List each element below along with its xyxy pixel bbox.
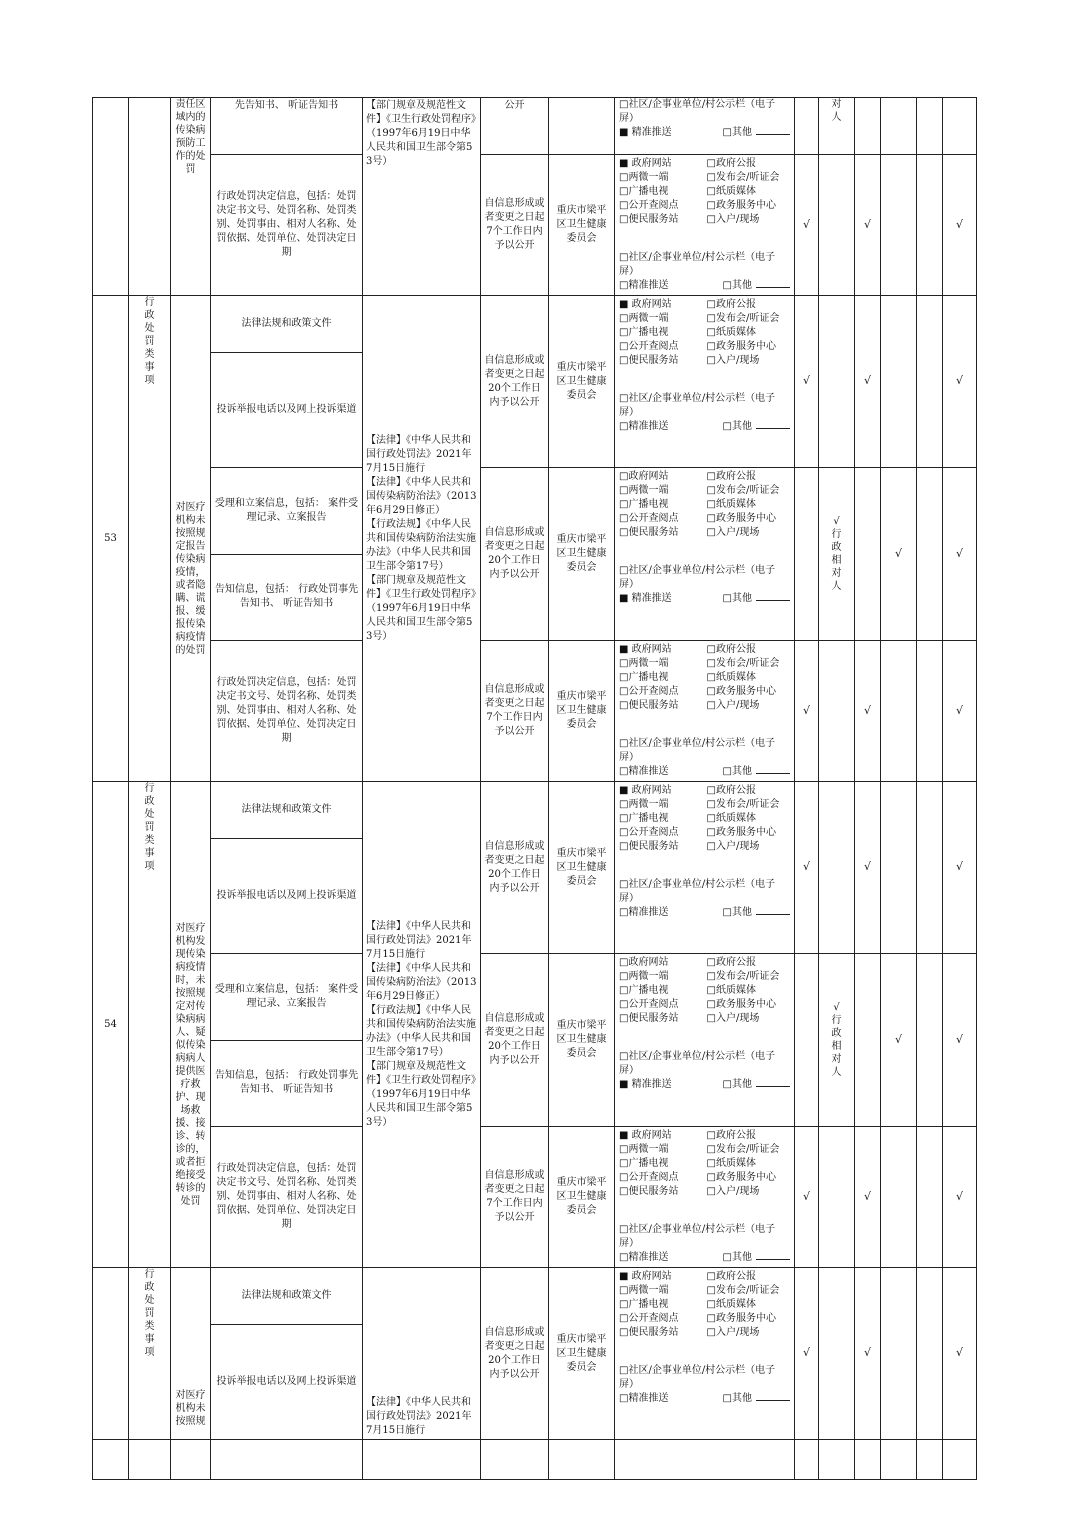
check-mark: √ xyxy=(802,860,810,873)
check-mark: √ xyxy=(955,1346,963,1359)
channel-options xyxy=(615,155,795,296)
option-two-one[interactable]: □两微一端 xyxy=(619,971,669,982)
table-row xyxy=(93,1127,977,1268)
check-mark: √ xyxy=(955,1189,963,1203)
option-presser[interactable]: □发布会/听证会 xyxy=(706,971,780,982)
option-query[interactable]: □公开查阅点 xyxy=(619,1313,679,1324)
option-query[interactable]: □公开查阅点 xyxy=(619,513,679,524)
scope-party xyxy=(819,296,855,468)
option-tv[interactable]: □广播电视 xyxy=(619,813,669,824)
option-presser[interactable]: □发布会/听证会 xyxy=(706,1285,780,1296)
channel-options xyxy=(615,296,795,468)
option-precise[interactable]: ■ 精准推送 xyxy=(619,1079,672,1090)
scope-all xyxy=(795,641,819,782)
option-paper[interactable]: □纸质媒体 xyxy=(706,499,756,510)
option-other[interactable]: □其他 xyxy=(722,421,752,432)
option-gov-site[interactable]: ■ 政府网站 xyxy=(619,1271,672,1282)
option-gov-site[interactable]: ■ 政府网站 xyxy=(619,299,672,310)
content-laws: 法律法规和政策文件 xyxy=(211,782,363,839)
row-number: 54 xyxy=(93,782,129,1268)
option-gov-site[interactable]: ■ 政府网站 xyxy=(619,158,672,169)
option-conv[interactable]: □便民服务站 xyxy=(619,1013,679,1024)
item-name: 对医疗机构发现传染病疫情时，未按照规定对传染病病人、疑似传染病病人提供医疗救护、现场救援、接诊、转诊的，或者拒绝接受转诊的处罚 xyxy=(171,782,211,1268)
channel-options xyxy=(615,98,795,155)
option-tv[interactable]: □广播电视 xyxy=(619,499,669,510)
check-mark: √ xyxy=(894,546,902,560)
option-precise[interactable]: ■ 精准推送 xyxy=(619,127,672,138)
gov-active xyxy=(855,296,881,468)
level-town xyxy=(943,155,977,296)
table-row xyxy=(93,155,977,296)
option-door[interactable]: □入户/现场 xyxy=(706,700,760,711)
option-community[interactable]: □社区/企事业单位/村公示栏（电子屏） xyxy=(619,393,776,418)
option-precise[interactable]: □精准推送 xyxy=(619,907,669,918)
content-decision: 行政处罚决定信息，包括：处罚决定书文号、处罚名称、处罚类别、处罚事由、相对人名称、处罚依据、处罚单位、处罚决定日期 xyxy=(211,155,363,296)
check-mark: √ xyxy=(802,217,810,231)
option-gov-site[interactable]: □政府网站 xyxy=(619,471,669,482)
option-presser[interactable]: □发布会/听证会 xyxy=(706,1144,780,1155)
option-paper[interactable]: □纸质媒体 xyxy=(706,1158,756,1169)
level-county xyxy=(917,296,943,468)
row-number xyxy=(93,1268,129,1440)
scope-party xyxy=(819,1268,855,1440)
option-other[interactable]: □其他 xyxy=(722,1393,752,1404)
content-laws: 法律法规和政策文件 xyxy=(211,1268,363,1325)
option-conv[interactable]: □便民服务站 xyxy=(619,214,679,225)
scope-party: 对 人 xyxy=(819,98,855,155)
item-name: 责任区域内的传染病预防工作的处罚 xyxy=(171,98,211,296)
level-county xyxy=(917,1268,943,1440)
level-town xyxy=(943,1268,977,1440)
option-gazette[interactable]: □政府公报 xyxy=(706,957,756,968)
option-query[interactable]: □公开查阅点 xyxy=(619,1172,679,1183)
table-row xyxy=(93,468,977,555)
content-notice: 先告知书、 听证告知书 xyxy=(211,98,363,155)
option-presser[interactable]: □发布会/听证会 xyxy=(706,485,780,496)
agency: 重庆市梁平区卫生健康委员会 xyxy=(549,641,615,782)
gov-active xyxy=(855,98,881,155)
check-mark: √ xyxy=(955,703,963,717)
check-mark: √ xyxy=(955,860,963,873)
scope-all xyxy=(795,1268,819,1440)
option-community[interactable]: □社区/企事业单位/村公示栏（电子屏） xyxy=(619,1224,776,1249)
option-query[interactable]: □公开查阅点 xyxy=(619,341,679,352)
gov-active xyxy=(855,155,881,296)
channel-options xyxy=(615,782,795,954)
basis-text: 【法律】《中华人民共和国行政处罚法》2021年7月15日施行 xyxy=(363,1268,481,1440)
gov-active xyxy=(855,954,881,1127)
check-mark: √ xyxy=(894,1032,902,1046)
option-other[interactable]: □其他 xyxy=(722,1252,752,1263)
level-town xyxy=(943,1127,977,1268)
content-complaint: 投诉举报电话以及网上投诉渠道 xyxy=(211,839,363,954)
table-row xyxy=(93,641,977,782)
option-service[interactable]: □政务服务中心 xyxy=(706,1313,776,1324)
check-mark: √ xyxy=(863,1346,871,1359)
option-two-one[interactable]: □两微一端 xyxy=(619,1285,669,1296)
content-complaint: 投诉举报电话以及网上投诉渠道 xyxy=(211,1325,363,1440)
category-cell: 行政处罚类事项 xyxy=(129,1268,171,1440)
option-paper[interactable]: □纸质媒体 xyxy=(706,186,756,197)
gov-request xyxy=(881,954,917,1127)
option-tv[interactable]: □广播电视 xyxy=(619,186,669,197)
level-town xyxy=(943,468,977,641)
content-complaint: 投诉举报电话以及网上投诉渠道 xyxy=(211,353,363,468)
time-limit: 自信息形成或者变更之日起20个工作日内予以公开 xyxy=(481,296,549,468)
option-community[interactable]: □社区/企事业单位/村公示栏（电子屏） xyxy=(619,99,776,124)
agency: 重庆市梁平区卫生健康委员会 xyxy=(549,155,615,296)
level-county xyxy=(917,98,943,155)
option-community[interactable]: □社区/企事业单位/村公示栏（电子屏） xyxy=(619,1365,776,1390)
option-tv[interactable]: □广播电视 xyxy=(619,985,669,996)
gov-active xyxy=(855,782,881,954)
option-conv[interactable]: □便民服务站 xyxy=(619,1186,679,1197)
level-county xyxy=(917,641,943,782)
option-presser[interactable]: □发布会/听证会 xyxy=(706,172,780,183)
scope-party xyxy=(819,782,855,954)
gov-active xyxy=(855,1127,881,1268)
level-town xyxy=(943,641,977,782)
option-presser[interactable]: □发布会/听证会 xyxy=(706,658,780,669)
level-town xyxy=(943,98,977,155)
disclosure-table-sheet xyxy=(92,97,976,1436)
option-gazette[interactable]: □政府公报 xyxy=(706,785,756,796)
option-conv[interactable]: □便民服务站 xyxy=(619,1327,679,1338)
scope-party xyxy=(819,468,855,641)
party-check: √ xyxy=(833,1002,840,1013)
time-limit: 公开 xyxy=(481,98,549,155)
option-door[interactable]: □入户/现场 xyxy=(706,1186,760,1197)
scope-all xyxy=(795,1127,819,1268)
option-query[interactable]: □公开查阅点 xyxy=(619,827,679,838)
option-gazette[interactable]: □政府公报 xyxy=(706,644,756,655)
check-mark: √ xyxy=(955,217,963,231)
gov-request xyxy=(881,296,917,468)
channel-options xyxy=(615,954,795,1127)
level-county xyxy=(917,782,943,954)
gov-request xyxy=(881,782,917,954)
scope-all xyxy=(795,954,819,1127)
level-town xyxy=(943,954,977,1127)
table-row xyxy=(93,1440,977,1480)
option-tv[interactable]: □广播电视 xyxy=(619,672,669,683)
level-county xyxy=(917,1127,943,1268)
gov-active xyxy=(855,468,881,641)
row-number xyxy=(93,98,129,296)
content-filing: 受理和立案信息，包括： 案件受理记录、立案报告 xyxy=(211,954,363,1041)
gov-active xyxy=(855,1268,881,1440)
time-limit: 自信息形成或者变更之日起20个工作日内予以公开 xyxy=(481,954,549,1127)
scope-all xyxy=(795,782,819,954)
level-town xyxy=(943,782,977,954)
option-paper[interactable]: □纸质媒体 xyxy=(706,672,756,683)
option-other[interactable]: □其他 xyxy=(722,907,752,918)
option-precise[interactable]: □精准推送 xyxy=(619,280,669,291)
option-two-one[interactable]: □两微一端 xyxy=(619,172,669,183)
check-mark: √ xyxy=(802,1189,810,1203)
agency: 重庆市梁平区卫生健康委员会 xyxy=(549,468,615,641)
basis-text: 【法律】《中华人民共和国行政处罚法》2021年7月15日施行 【法律】《中华人民共和国传染病防治法》（2013年6月29日修正） 【行政法规】《中华人民共和国传染病防治法实施办法》（中华人民共和国卫生部令第17号） 【部门规章及规范性文件】《卫生行政处罚程序》（1997年6月19日中华人民共和国卫生部令第53号） xyxy=(363,296,481,782)
option-gazette[interactable]: □政府公报 xyxy=(706,299,756,310)
gov-request xyxy=(881,1127,917,1268)
check-mark: √ xyxy=(863,374,871,387)
option-presser[interactable]: □发布会/听证会 xyxy=(706,799,780,810)
scope-all xyxy=(795,468,819,641)
option-community[interactable]: □社区/企事业单位/村公示栏（电子屏） xyxy=(619,565,776,590)
check-mark: √ xyxy=(863,217,871,231)
category-cell: 行政处罚类事项 xyxy=(129,782,171,1268)
option-other[interactable]: □其他 xyxy=(722,127,752,138)
time-limit: 自信息形成或者变更之日起7个工作日内予以公开 xyxy=(481,155,549,296)
basis-text: 【部门规章及规范性文件】《卫生行政处罚程序》（1997年6月19日中华人民共和国卫生部令第53号） xyxy=(363,98,481,296)
option-gov-site[interactable]: ■ 政府网站 xyxy=(619,785,672,796)
agency: 重庆市梁平区卫生健康委员会 xyxy=(549,1268,615,1440)
option-other[interactable]: □其他 xyxy=(722,766,752,777)
option-door[interactable]: □入户/现场 xyxy=(706,355,760,366)
gov-active xyxy=(855,641,881,782)
agency xyxy=(549,98,615,155)
option-door[interactable]: □入户/现场 xyxy=(706,1327,760,1338)
option-service[interactable]: □政务服务中心 xyxy=(706,827,776,838)
option-door[interactable]: □入户/现场 xyxy=(706,214,760,225)
row-number: 53 xyxy=(93,296,129,782)
option-precise[interactable]: □精准推送 xyxy=(619,1393,669,1404)
option-other[interactable]: □其他 xyxy=(722,1079,752,1090)
scope-all xyxy=(795,296,819,468)
option-gov-site[interactable]: ■ 政府网站 xyxy=(619,1130,672,1141)
basis-text: 【法律】《中华人民共和国行政处罚法》2021年7月15日施行 【法律】《中华人民共和国传染病防治法》（2013年6月29日修正） 【行政法规】《中华人民共和国传染病防治法实施办法》（中华人民共和国卫生部令第17号） 【部门规章及规范性文件】《卫生行政处罚程序》（1997年6月19日中华人民共和国卫生部令第53号） xyxy=(363,782,481,1268)
channel-options xyxy=(615,1268,795,1440)
option-conv[interactable]: □便民服务站 xyxy=(619,355,679,366)
option-two-one[interactable]: □两微一端 xyxy=(619,313,669,324)
agency: 重庆市梁平区卫生健康委员会 xyxy=(549,782,615,954)
scope-all xyxy=(795,98,819,155)
party-label: 行政相对人 xyxy=(831,1015,842,1078)
option-door[interactable]: □入户/现场 xyxy=(706,1013,760,1024)
option-two-one[interactable]: □两微一端 xyxy=(619,799,669,810)
level-county xyxy=(917,155,943,296)
option-precise[interactable]: ■ 精准推送 xyxy=(619,593,672,604)
check-mark: √ xyxy=(802,374,810,387)
content-decision: 行政处罚决定信息，包括：处罚决定书文号、处罚名称、处罚类别、处罚事由、相对人名称、处罚依据、处罚单位、处罚决定日期 xyxy=(211,641,363,782)
content-laws: 法律法规和政策文件 xyxy=(211,296,363,353)
gov-request xyxy=(881,641,917,782)
option-gov-site[interactable]: □政府网站 xyxy=(619,957,669,968)
option-paper[interactable]: □纸质媒体 xyxy=(706,1299,756,1310)
option-service[interactable]: □政务服务中心 xyxy=(706,341,776,352)
item-name: 对医疗机构未按照规 xyxy=(171,1268,211,1440)
option-two-one[interactable]: □两微一端 xyxy=(619,485,669,496)
option-gazette[interactable]: □政府公报 xyxy=(706,1130,756,1141)
option-service[interactable]: □政务服务中心 xyxy=(706,1172,776,1183)
option-community[interactable]: □社区/企事业单位/村公示栏（电子屏） xyxy=(619,879,776,904)
option-gazette[interactable]: □政府公报 xyxy=(706,158,756,169)
option-gov-site[interactable]: ■ 政府网站 xyxy=(619,644,672,655)
gov-request xyxy=(881,468,917,641)
content-notice: 告知信息，包括： 行政处罚事先告知书、 听证告知书 xyxy=(211,554,363,641)
scope-all xyxy=(795,155,819,296)
gov-request xyxy=(881,98,917,155)
option-other[interactable]: □其他 xyxy=(722,280,752,291)
check-mark: √ xyxy=(863,1189,871,1203)
gov-request xyxy=(881,155,917,296)
check-mark: √ xyxy=(802,703,810,717)
scope-party xyxy=(819,1127,855,1268)
channel-options xyxy=(615,468,795,641)
option-query[interactable]: □公开查阅点 xyxy=(619,686,679,697)
disclosure-table xyxy=(92,97,977,1480)
scope-party xyxy=(819,954,855,1127)
party-check: √ xyxy=(833,516,840,527)
option-conv[interactable]: □便民服务站 xyxy=(619,841,679,852)
option-community[interactable]: □社区/企事业单位/村公示栏（电子屏） xyxy=(619,1051,776,1076)
check-mark: √ xyxy=(863,703,871,717)
table-row xyxy=(93,296,977,353)
agency: 重庆市梁平区卫生健康委员会 xyxy=(549,296,615,468)
option-precise[interactable]: □精准推送 xyxy=(619,1252,669,1263)
option-conv[interactable]: □便民服务站 xyxy=(619,700,679,711)
option-service[interactable]: □政务服务中心 xyxy=(706,200,776,211)
option-service[interactable]: □政务服务中心 xyxy=(706,686,776,697)
option-gazette[interactable]: □政府公报 xyxy=(706,471,756,482)
option-other[interactable]: □其他 xyxy=(722,593,752,604)
check-mark: √ xyxy=(802,1346,810,1359)
agency: 重庆市梁平区卫生健康委员会 xyxy=(549,1127,615,1268)
option-precise[interactable]: □精准推送 xyxy=(619,766,669,777)
option-precise[interactable]: □精准推送 xyxy=(619,421,669,432)
option-query[interactable]: □公开查阅点 xyxy=(619,999,679,1010)
option-paper[interactable]: □纸质媒体 xyxy=(706,985,756,996)
option-query[interactable]: □公开查阅点 xyxy=(619,200,679,211)
check-mark: √ xyxy=(955,374,963,387)
option-conv[interactable]: □便民服务站 xyxy=(619,527,679,538)
time-limit: 自信息形成或者变更之日起7个工作日内予以公开 xyxy=(481,641,549,782)
option-two-one[interactable]: □两微一端 xyxy=(619,658,669,669)
check-mark: √ xyxy=(955,546,963,560)
table-row xyxy=(93,1268,977,1325)
scope-party xyxy=(819,155,855,296)
content-decision: 行政处罚决定信息，包括：处罚决定书文号、处罚名称、处罚类别、处罚事由、相对人名称、处罚依据、处罚单位、处罚决定日期 xyxy=(211,1127,363,1268)
party-label: 行政相对人 xyxy=(831,529,842,592)
option-service[interactable]: □政务服务中心 xyxy=(706,999,776,1010)
time-limit: 自信息形成或者变更之日起20个工作日内予以公开 xyxy=(481,1268,549,1440)
option-tv[interactable]: □广播电视 xyxy=(619,1158,669,1169)
option-gazette[interactable]: □政府公报 xyxy=(706,1271,756,1282)
channel-options xyxy=(615,1127,795,1268)
content-filing: 受理和立案信息，包括： 案件受理记录、立案报告 xyxy=(211,468,363,555)
item-name: 对医疗机构未按照规定报告传染病疫情，或者隐瞒、谎报、缓报传染病疫情的处罚 xyxy=(171,296,211,782)
agency: 重庆市梁平区卫生健康委员会 xyxy=(549,954,615,1127)
check-mark: √ xyxy=(955,1032,963,1046)
option-tv[interactable]: □广播电视 xyxy=(619,327,669,338)
content-notice: 告知信息，包括： 行政处罚事先告知书、 听证告知书 xyxy=(211,1040,363,1127)
option-paper[interactable]: □纸质媒体 xyxy=(706,327,756,338)
gov-request xyxy=(881,1268,917,1440)
table-row xyxy=(93,98,977,155)
option-door[interactable]: □入户/现场 xyxy=(706,841,760,852)
option-tv[interactable]: □广播电视 xyxy=(619,1299,669,1310)
option-door[interactable]: □入户/现场 xyxy=(706,527,760,538)
scope-party xyxy=(819,641,855,782)
table-row xyxy=(93,954,977,1041)
option-service[interactable]: □政务服务中心 xyxy=(706,513,776,524)
table-row xyxy=(93,782,977,839)
time-limit: 自信息形成或者变更之日起7个工作日内予以公开 xyxy=(481,1127,549,1268)
level-town xyxy=(943,296,977,468)
option-community[interactable]: □社区/企事业单位/村公示栏（电子屏） xyxy=(619,252,776,277)
category-cell: 行政处罚类事项 xyxy=(129,296,171,782)
option-paper[interactable]: □纸质媒体 xyxy=(706,813,756,824)
time-limit: 自信息形成或者变更之日起20个工作日内予以公开 xyxy=(481,782,549,954)
category-cell xyxy=(129,98,171,296)
level-county xyxy=(917,468,943,641)
level-county xyxy=(917,954,943,1127)
time-limit: 自信息形成或者变更之日起20个工作日内予以公开 xyxy=(481,468,549,641)
option-presser[interactable]: □发布会/听证会 xyxy=(706,313,780,324)
channel-options xyxy=(615,641,795,782)
option-two-one[interactable]: □两微一端 xyxy=(619,1144,669,1155)
option-community[interactable]: □社区/企事业单位/村公示栏（电子屏） xyxy=(619,738,776,763)
check-mark: √ xyxy=(863,860,871,873)
